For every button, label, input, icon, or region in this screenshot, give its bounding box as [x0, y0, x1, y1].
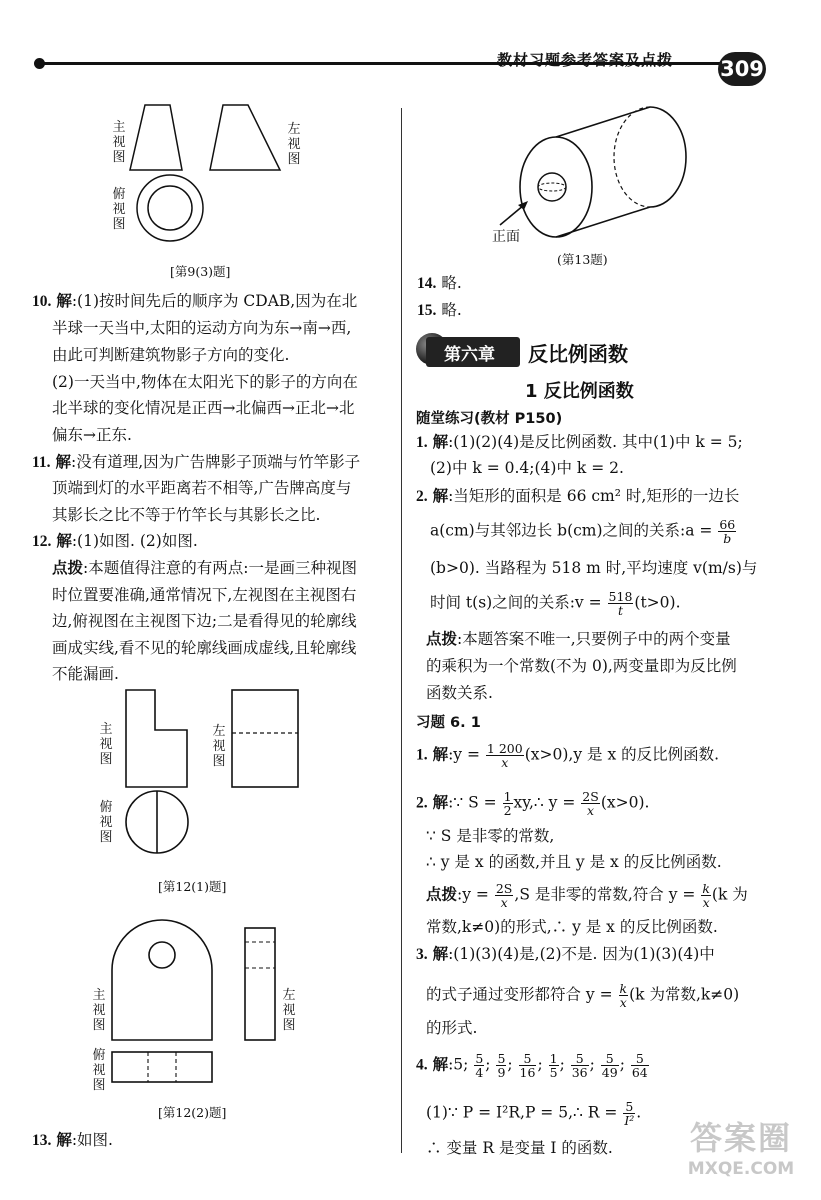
e3-line3: 的形式. [426, 1019, 478, 1037]
e4-f5-num: 5 [571, 1052, 589, 1066]
q13-label: 解 [56, 1130, 72, 1149]
q11-line2: 顶端到灯的水平距离若不相等,广告牌高度与 [52, 479, 352, 497]
watermark-line1: 答案圈 [689, 1119, 792, 1157]
e2-tf1-den: x [500, 895, 508, 910]
e2-line3: ∴ y 是 x 的函数,并且 y 是 x 的反比例函数. [426, 853, 722, 871]
q12-tip-line4: 画成实线,看不见的轮廓线画成虚线,且轮廓线 [52, 639, 357, 657]
e4-line3: ∴ 变量 R 是变量 I 的函数. [426, 1139, 613, 1157]
q12-tip-line3: 边,俯视图在主视图下边;二是看得见的轮廓线 [52, 612, 357, 630]
p2-fv-den: t [617, 603, 623, 618]
fig9-caption: [第9(3)题] [170, 264, 231, 279]
q12-tip-line2: 时位置要准确,通常情况下,左视图在主视图右 [52, 586, 357, 604]
fig13-back-ellipse-visible [650, 107, 686, 207]
e4-f5-den: 36 [571, 1065, 588, 1080]
fig12-2-top-rect [112, 1052, 212, 1082]
e2-tip-label: 点拨 [426, 884, 458, 904]
e4-f7-den: 64 [631, 1065, 648, 1080]
e3-number: 3. [416, 946, 428, 963]
e2-f2-den: x [587, 803, 595, 818]
fig9-top-outer [137, 175, 203, 241]
p2-text-2: a(cm)与其邻边长 b(cm)之间的关系:a = [430, 521, 713, 540]
e3-label: 解 [432, 944, 449, 963]
page-number: 309 [718, 52, 766, 86]
fig12-2-left-rect [245, 928, 275, 1040]
e3-f-num: k [619, 981, 628, 996]
q12-line1 [32, 531, 198, 552]
p2-number: 2. [416, 488, 428, 505]
p2-fa-den: b [723, 531, 732, 546]
fig13-bottom-edge [556, 207, 650, 237]
q10-line6: 偏东→正东. [52, 426, 132, 444]
p1-number: 1. [416, 434, 428, 451]
fig12-2-front-hole [149, 942, 175, 968]
q10-line4: (2)一天当中,物体在太阳光下的影子的方向在 [52, 373, 358, 391]
chapter-title: 反比例函数 [528, 342, 628, 366]
p2-tip-label: 点拨 [426, 629, 458, 648]
q14-text: 略. [441, 274, 462, 292]
p2-tip-line3: 函数关系. [426, 684, 493, 702]
e4-fr-num: 5 [625, 1099, 634, 1114]
fig13-top-edge [556, 107, 650, 137]
e3-line2 [426, 982, 739, 1009]
q12-tip-line1 [52, 558, 357, 578]
q10-number: 10. [32, 293, 52, 310]
q12-tip-label: 点拨 [52, 558, 84, 577]
e3-text-1: :(1)(3)(4)是,(2)不是. 因为(1)(3)(4)中 [448, 945, 715, 963]
p2-text-4b: (t>0). [634, 593, 681, 612]
watermark-logo [676, 1118, 806, 1193]
e2-post: (x>0). [600, 793, 650, 812]
p2-tip-line2: 的乘积为一个常数(不为 0),两变量即为反比例 [426, 657, 737, 675]
e4-f6-den: 49 [601, 1065, 618, 1080]
fig12-1-label-top: 俯视图 [99, 800, 113, 845]
e4-f7-num: 5 [631, 1052, 649, 1066]
fig12-1-drawing [110, 685, 310, 860]
fig12-1-front-lshape [126, 690, 187, 787]
fig12-2-label-front: 主视图 [92, 988, 106, 1033]
p2-tip-line1 [426, 629, 731, 649]
fig12-2-front-arch [112, 920, 212, 1040]
p2-line1 [416, 486, 739, 507]
e2-tip-mid: ,S 是非零的常数,符合 y = [514, 885, 696, 904]
fig9-top-inner [148, 186, 192, 230]
e4-frac-2 [496, 1052, 506, 1079]
fig12-1-label-left: 左视图 [212, 724, 226, 769]
e4-f1-num: 5 [475, 1051, 484, 1066]
watermark-line2: MXQE.COM [687, 1159, 795, 1179]
fig12-2-caption: [第12(2)题] [158, 1105, 227, 1120]
e4-frac-1 [474, 1052, 484, 1079]
e4-f2-num: 5 [497, 1051, 506, 1066]
e3-f-den: x [619, 995, 627, 1010]
q11-number: 11. [32, 454, 51, 471]
fig13-arrow-line [500, 205, 524, 225]
e2-tf2-num: k [702, 881, 710, 896]
q12-number: 12. [32, 533, 52, 550]
fig12-1-label-front: 主视图 [99, 722, 113, 767]
e4-line2 [426, 1100, 641, 1127]
e2-tf1-num: 2S [495, 881, 513, 896]
fig9-label-top: 俯视图 [112, 187, 126, 232]
fig9-drawing [100, 95, 310, 255]
p2-text-4a: 时间 t(s)之间的关系:v = [430, 593, 602, 612]
fig13-caption: (第13题) [557, 252, 608, 267]
q13-text: :如图. [71, 1131, 113, 1149]
e4-f2-den: 9 [497, 1065, 506, 1080]
e1-number: 1. [416, 746, 428, 764]
e4-line1: 4. 解:5; $\frac{5}{4}$ ; $\frac{5}{9}$ ; $\frac{5}{16}$ ; $\frac{1}{5}$ ; $\frac{5}{36}$ ; $\frac{5}{49}$ ; $\frac{5}{64}$ [416, 1051, 648, 1080]
q15-text: 略. [441, 301, 462, 319]
practice-title: 随堂练习(教材 P150) [416, 411, 563, 427]
e4-fr-den: I² [624, 1113, 635, 1128]
e4-frac-4 [549, 1052, 559, 1079]
p2-fraction-v [608, 590, 634, 617]
e4-number: 4. [416, 1056, 428, 1074]
e1-f-num: 1 200 [486, 741, 523, 756]
e4-text-2a: (1)∵ P = I²R,P = 5,∴ R = [426, 1103, 618, 1122]
q14-number: 14. [417, 275, 437, 292]
q13-line [32, 1130, 113, 1151]
e4-frac-7 [631, 1052, 649, 1079]
p2-fraction-a [718, 518, 736, 545]
fig13-front-ellipse [520, 137, 592, 237]
e3-line1 [416, 944, 715, 965]
fig12-2-label-top: 俯视图 [92, 1048, 106, 1093]
e2-tip-pre: :y = [457, 885, 489, 904]
fig9-label-left: 左视图 [287, 122, 301, 167]
e2-tip-line2: 常数,k≠0)的形式,∴ y 是 x 的反比例函数. [426, 918, 718, 936]
q13-number: 13. [32, 1132, 52, 1149]
q12-tip-line5: 不能漏画. [52, 665, 119, 683]
q11-line3: 其影长之比不等于竹竿长与其影长之比. [52, 506, 321, 524]
fig9-front-trapezoid [130, 105, 182, 170]
q12-label: 解 [56, 531, 72, 550]
e4-f4-num: 1 [549, 1051, 558, 1066]
e4-frac-3 [519, 1052, 537, 1079]
fig12-1-left-rect [232, 690, 298, 787]
fig13-sphere-equator [538, 183, 566, 191]
p2-fa-num: 66 [719, 517, 736, 532]
p1-line2: (2)中 k = 0.4;(4)中 k = 2. [430, 459, 624, 477]
q10-text-1: :(1)按时间先后的顺序为 CDAB,因为在北 [71, 292, 358, 310]
q10-line1 [32, 291, 357, 312]
fig9-left-trapezoid [210, 105, 280, 170]
e4-f3-den: 16 [519, 1065, 536, 1080]
e1-line [416, 742, 719, 769]
e2-tf2-den: x [702, 895, 710, 910]
e4-pre: :5; [448, 1055, 469, 1074]
q11-label: 解 [55, 452, 71, 471]
e1-label: 解 [432, 744, 449, 764]
e2-f1-num: 1 [503, 789, 512, 804]
e4-frac-6 [601, 1052, 619, 1079]
e4-f4-den: 5 [549, 1065, 558, 1080]
p2-line3: (b>0). 当路程为 518 m 时,平均速度 v(m/s)与 [430, 559, 758, 577]
e2-tip-fraction-1 [495, 882, 514, 909]
q15-number: 15. [417, 302, 437, 319]
e4-f6-num: 5 [601, 1052, 619, 1066]
q10-line5: 北半球的变化情况是正西→北偏西→正北→北 [52, 399, 355, 417]
e3-text-2a: 的式子通过变形都符合 y = [426, 985, 613, 1004]
q10-label: 解 [56, 291, 72, 310]
e4-fraction-r [623, 1100, 635, 1127]
e2-tip-line1 [426, 882, 748, 909]
fig13-label-front: 正面 [492, 229, 520, 245]
e2-number: 2. [416, 794, 428, 812]
q12-tip-text-1: :本题值得注意的有两点:一是画三种视图 [83, 559, 357, 577]
p1-text-1: :(1)(2)(4)是反比例函数. 其中(1)中 k = 5; [448, 433, 743, 451]
q10-line3: 由此可判断建筑物影子方向的变化. [52, 346, 290, 364]
e1-post: (x>0),y 是 x 的反比例函数. [524, 745, 720, 764]
e2-mid: xy,∴ y = [513, 793, 576, 812]
e4-f1-den: 4 [475, 1065, 484, 1080]
q11-text-1: :没有道理,因为广告牌影子顶端与竹竿影子 [70, 453, 361, 471]
e3-fraction [619, 982, 629, 1009]
exercise-title: 习题 6. 1 [416, 715, 481, 731]
e3-text-2b: (k 为常数,k≠0) [629, 985, 740, 1004]
e2-fraction-2 [581, 790, 600, 817]
p2-line4 [430, 590, 681, 617]
q11-line1 [32, 452, 360, 473]
p2-label: 解 [432, 486, 449, 505]
fig13-drawing [480, 95, 700, 245]
header-title: 教材习题参考答案及点拨 [497, 51, 674, 69]
e2-tip-fraction-2 [701, 882, 711, 909]
e4-f3-num: 5 [519, 1052, 537, 1066]
fig13-sphere [538, 173, 566, 201]
fig12-2-drawing [100, 910, 300, 1095]
p1-line1 [416, 432, 743, 453]
fig12-2-label-left: 左视图 [282, 988, 296, 1033]
section-title: 1 反比例函数 [525, 381, 634, 402]
e2-fraction-1 [503, 790, 513, 817]
e2-f1-den: 2 [503, 803, 512, 818]
e2-tip-post: (k 为 [711, 885, 748, 904]
fig9-label-front: 主视图 [112, 120, 126, 165]
e2-line1 [416, 790, 649, 817]
header-dot [34, 58, 45, 69]
p2-line2 [430, 518, 737, 545]
e4-label: 解 [432, 1054, 449, 1074]
p2-tip-text-1: :本题答案不唯一,只要例子中的两个变量 [457, 630, 731, 648]
fig13-back-ellipse-hidden [614, 107, 650, 207]
e1-fraction [486, 742, 524, 769]
p2-fv-num: 518 [608, 589, 633, 604]
q10-line2: 半球一天当中,太阳的运动方向为东→南→西, [52, 319, 352, 337]
e2-pre: :∵ S = [448, 793, 497, 812]
p1-label: 解 [432, 432, 449, 451]
q15-line [417, 300, 462, 321]
e4-frac-5 [571, 1052, 589, 1079]
e4-text-2b: . [636, 1103, 642, 1122]
column-divider [401, 108, 402, 1153]
e1-f-den: x [501, 755, 509, 770]
fig12-1-caption: [第12(1)题] [158, 879, 227, 894]
q12-text: :(1)如图. (2)如图. [71, 532, 198, 550]
e2-label: 解 [432, 792, 449, 812]
e2-f2-num: 2S [582, 789, 599, 804]
q14-line [417, 273, 462, 294]
e1-pre: :y = [448, 745, 480, 764]
chapter-label: 第六章 [444, 345, 495, 365]
e2-line2: ∵ S 是非零的常数, [426, 827, 555, 845]
p2-text-1: :当矩形的面积是 66 cm² 时,矩形的一边长 [448, 487, 740, 505]
